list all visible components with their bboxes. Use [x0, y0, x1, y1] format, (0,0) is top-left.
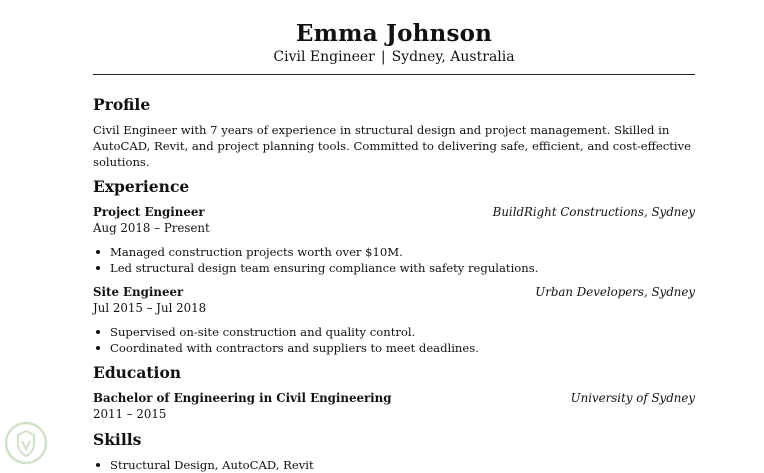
education-degree: Bachelor of Engineering in Civil Engineering — [93, 391, 392, 405]
list-item — [93, 260, 695, 276]
bullet-text: Supervised on-site construction and quality control. — [110, 325, 416, 339]
section-heading-profile: Profile — [93, 95, 151, 114]
profile-line-2: AutoCAD, Revit, and project planning tools. Committed to delivering safe, efficient, and cost-effective — [93, 139, 692, 153]
bullet-text: Led structural design team ensuring compliance with safety regulations. — [110, 261, 539, 275]
watermark-logo-icon — [3, 420, 49, 466]
list-item — [93, 457, 695, 473]
resume-name: Emma Johnson — [295, 20, 493, 47]
experience-dates: Jul 2015 – Jul 2018 — [93, 301, 207, 315]
bullet-text: Coordinated with contractors and suppliers to meet deadlines. — [110, 341, 479, 355]
bullet-icon — [96, 250, 100, 254]
experience-org: Urban Developers, Sydney — [535, 285, 695, 299]
experience-title: Project Engineer — [93, 205, 205, 219]
skills-list — [93, 457, 695, 473]
section-heading-experience: Experience — [93, 177, 190, 196]
section-heading-education: Education — [93, 363, 182, 382]
experience-bullets — [93, 244, 695, 276]
list-item — [93, 324, 695, 340]
bullet-icon — [96, 330, 100, 334]
bullet-icon — [96, 266, 100, 270]
experience-dates: Aug 2018 – Present — [93, 221, 210, 235]
experience-title: Site Engineer — [93, 285, 184, 299]
section-heading-skills: Skills — [93, 430, 142, 449]
profile-line-3: solutions. — [93, 155, 150, 169]
header-divider — [93, 74, 695, 75]
profile-line-1: Civil Engineer with 7 years of experience in structural design and project management. Skilled in — [93, 123, 670, 137]
experience-bullets — [93, 324, 695, 356]
education-institution: University of Sydney — [570, 391, 695, 405]
bullet-text: Managed construction projects worth over $10M. — [110, 245, 403, 259]
education-dates: 2011 – 2015 — [93, 407, 167, 421]
location: Sydney, Australia — [391, 49, 515, 65]
bullet-icon — [96, 463, 100, 467]
job-title: Civil Engineer — [273, 49, 375, 65]
subtitle-separator: | — [380, 49, 386, 65]
list-item — [93, 340, 695, 356]
resume-subtitle — [93, 48, 695, 66]
skill-text: Structural Design, AutoCAD, Revit — [110, 458, 314, 472]
experience-org: BuildRight Constructions, Sydney — [492, 205, 695, 219]
list-item — [93, 244, 695, 260]
bullet-icon — [96, 346, 100, 350]
